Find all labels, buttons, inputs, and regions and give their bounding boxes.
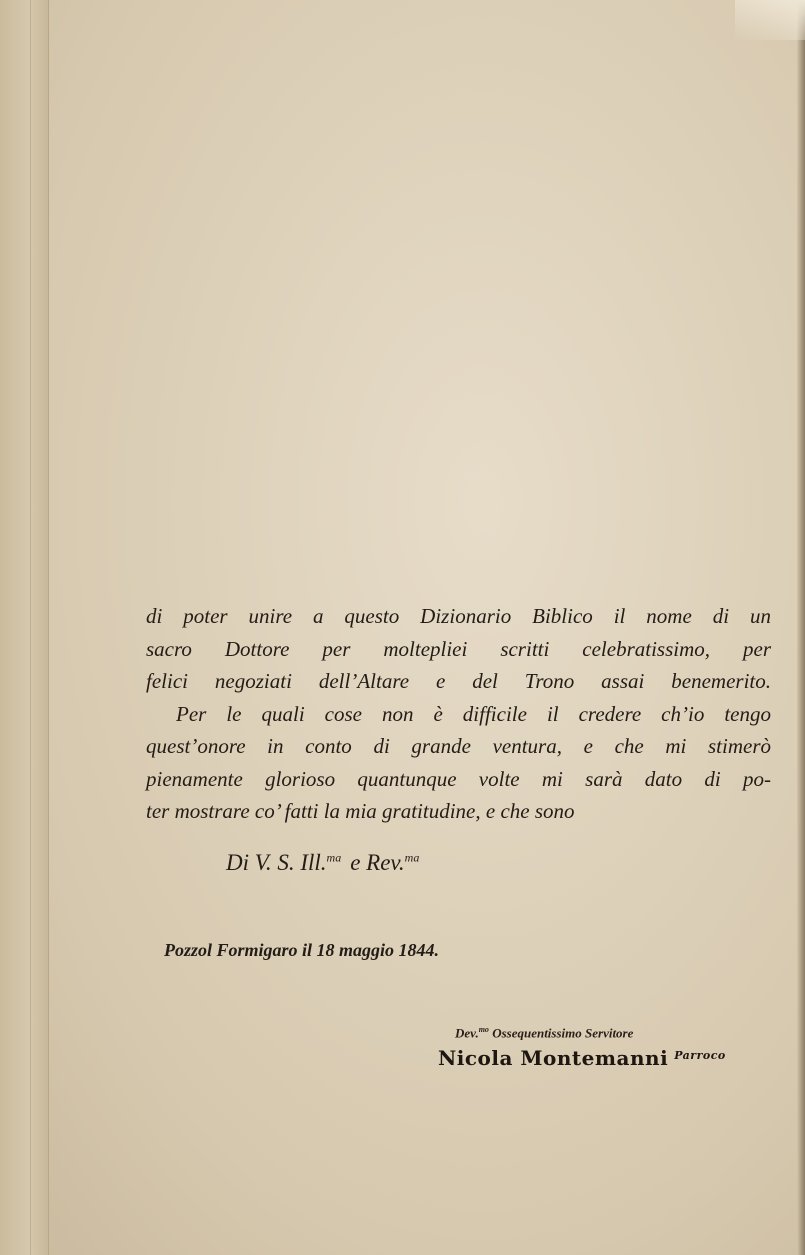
salutation-middle: e Rev. bbox=[350, 850, 405, 875]
body-line: sacro Dottore per moltepliei scritti celebratissimo, per bbox=[146, 636, 771, 661]
salutation-sup: ma bbox=[326, 850, 342, 865]
body-line: pienamente glorioso quantunque volte mi sarà dato di po- bbox=[146, 766, 771, 791]
body-line: di poter unire a questo Dizionario Biblico il nome di un bbox=[146, 604, 771, 628]
page-corner bbox=[735, 0, 805, 40]
gutter-line bbox=[30, 0, 31, 1255]
salutation-sup: ma bbox=[404, 850, 420, 865]
place-date: Pozzol Formigaro il 18 maggio 1844. bbox=[164, 940, 440, 960]
salutation-prefix: Di V. S. Ill. bbox=[226, 850, 327, 875]
closing-formula bbox=[455, 1025, 633, 1041]
signature-name: Nicola Montemanni bbox=[438, 1046, 669, 1070]
signature-title: Parroco bbox=[674, 1049, 726, 1062]
dedication-body bbox=[146, 600, 771, 828]
closing-rest: Ossequentissimo Servitore bbox=[492, 1025, 634, 1041]
body-line: Per le quali cose non è difficile il credere ch’io tengo bbox=[176, 701, 771, 726]
book-spine-margin bbox=[0, 0, 49, 1255]
closing-sup: mo bbox=[478, 1025, 489, 1034]
page-edge-shadow bbox=[797, 0, 805, 1255]
body-line: quest’onore in conto di grande ventura, e che mi stimerò bbox=[146, 734, 771, 758]
signature bbox=[438, 1046, 726, 1070]
body-line: ter mostrare co’ fatti la mia gratitudine, e che sono bbox=[146, 799, 575, 823]
body-line: felici negoziati dell’Altare e del Trono assai benemerito. bbox=[146, 669, 771, 693]
closing-prefix: Dev. bbox=[455, 1025, 479, 1041]
salutation bbox=[226, 850, 419, 876]
